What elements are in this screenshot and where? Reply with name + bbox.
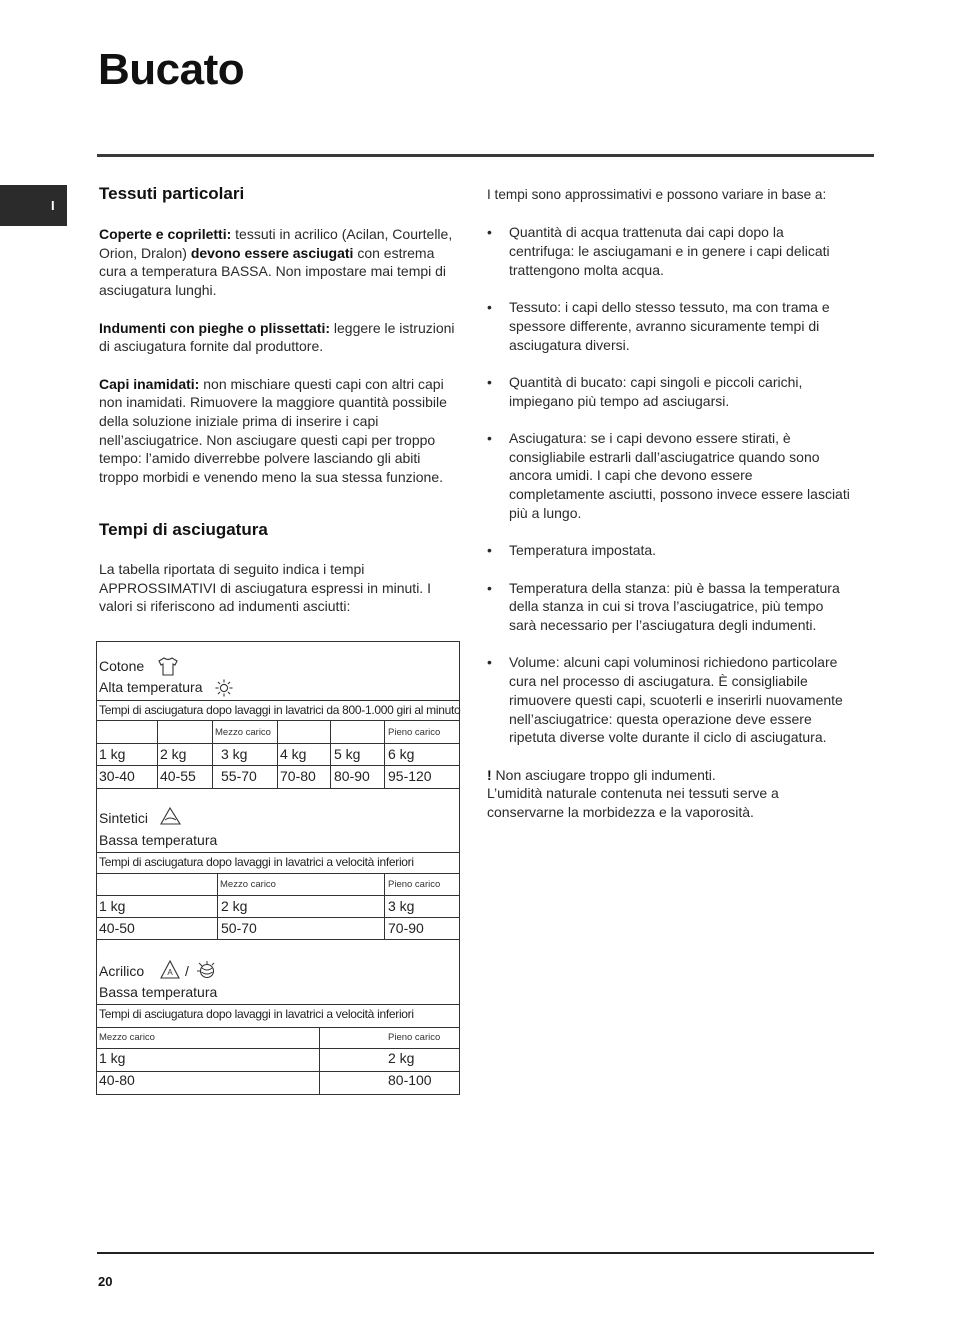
heading-special-fabrics: Tessuti particolari [99, 184, 245, 203]
sintetici-full-load: Pieno carico [388, 879, 441, 890]
factor-item [487, 579, 852, 635]
term-pleated: Indumenti con pieghe o plissettati: [99, 319, 331, 336]
factors-list [487, 223, 852, 747]
factor-item [487, 541, 852, 560]
factor-text: Quantità di bucato: capi singoli e piccoli carichi, impiegano più tempo ad asciugarsi. [509, 373, 803, 409]
left-column [99, 184, 461, 616]
wool-ball-icon [196, 960, 217, 981]
cotone-time-2: 40-55 [160, 768, 196, 784]
cotone-time-5: 80-90 [334, 768, 370, 784]
factor-text: Quantità di acqua trattenuta dai capi dopo la centrifuga: le asciugamani e in genere i capi delicati trattengono molta acqua. [509, 224, 830, 278]
paragraph-table-intro: La tabella riportata di seguito indica i tempi APPROSSIMATIVI di asciugatura espressi in minuti. I valori si riferiscono ad indumenti asciutti: [99, 560, 431, 615]
warning-text-b: L’umidità naturale contenuta nei tessuti serve a conservarne la morbidezza e la vaporosità. [487, 785, 779, 821]
acrilico-slash: / [185, 963, 189, 979]
cotone-time-3: 55-70 [221, 768, 257, 784]
emphasis-dry-careful: devono essere asciugati [190, 244, 354, 261]
bullet-dot: • [487, 542, 492, 559]
acrilico-time-2: 80-100 [388, 1072, 432, 1088]
cotone-load-2: 2 kg [160, 746, 187, 762]
sintetici-time-3: 70-90 [388, 920, 424, 936]
cotone-condition: Tempi di asciugatura dopo lavaggi in lavatrici da 800-1.000 giri al minuto [99, 703, 461, 717]
sintetici-condition: Tempi di asciugatura dopo lavaggi in lavatrici a velocità inferiori [99, 855, 414, 869]
text-pleated: leggere le istruzioni di asciugatura fornite dal produttore. [99, 319, 455, 355]
sintetici-temp: Bassa temperatura [99, 832, 218, 848]
sintetici-load-3: 3 kg [388, 898, 415, 914]
cotone-temp: Alta temperatura [99, 679, 203, 695]
footer-rule [97, 1252, 874, 1254]
sintetici-label: Sintetici [99, 810, 149, 826]
cotone-load-4: 4 kg [280, 746, 307, 762]
paragraph-starched [99, 375, 461, 487]
acrylic-symbol-icon [159, 960, 181, 980]
factor-item [487, 373, 852, 410]
sintetici-half-load: Mezzo carico [220, 879, 276, 890]
term-blankets: Coperte e copriletti: [99, 226, 232, 242]
cotone-load-6: 6 kg [388, 746, 415, 762]
sintetici-load-1: 1 kg [99, 898, 126, 914]
factor-text: Asciugatura: se i capi devono essere stirati, è consigliabile estrarli dall’asciugatrice quando sono ancora umidi. I capi che devono essere completamente asciutti, possono invece essere lasciati più a lungo. [509, 430, 850, 521]
text-starched: non mischiare questi capi con altri capi non inamidati. Rimuovere la maggiore quantità possibile della soluzione iniziale prima di inserire i capi nell’asciugatrice. Non asciugare questi capi per troppo tempo: l’amido diverrebbe polvere lasciando gli abiti troppo morbidi e venendo meno la sua stessa funzione. [99, 375, 447, 486]
paragraph-blankets [99, 225, 461, 300]
paragraph-pleated [99, 319, 461, 356]
acrilico-full-load: Pieno carico [388, 1032, 441, 1043]
bullet-dot: • [487, 430, 492, 447]
sintetici-load-2: 2 kg [221, 898, 248, 914]
right-column [487, 186, 852, 822]
factor-text: Tessuto: i capi dello stesso tessuto, ma con trama e spessore differente, avranno sicuramente tempi di asciugatura diversi. [509, 299, 830, 353]
factor-item [487, 653, 852, 747]
sintetici-time-2: 50-70 [221, 920, 257, 936]
bullet-dot: • [487, 299, 492, 316]
header-rule [97, 154, 874, 157]
bullet-dot: • [487, 224, 492, 241]
acrilico-load-1: 1 kg [99, 1050, 126, 1066]
acrilico-condition: Tempi di asciugatura dopo lavaggi in lavatrici a velocità inferiori [99, 1007, 414, 1021]
cotone-half-load: Mezzo carico [215, 727, 271, 738]
cotone-label: Cotone [99, 658, 145, 674]
drying-times-table [96, 641, 460, 1095]
factor-item [487, 223, 852, 279]
svg-text:A: A [167, 968, 173, 977]
factor-text: Temperatura impostata. [509, 542, 657, 559]
factor-text: Temperatura della stanza: più è bassa la temperatura della stanza in cui si trova l’asciugatrice, più tempo sarà necessario per l’asciugatura degli indumenti. [509, 579, 840, 634]
cotone-full-load: Pieno carico [388, 727, 441, 738]
page-number: 20 [98, 1274, 113, 1289]
bullet-dot: • [487, 654, 492, 671]
acrilico-half-load: Mezzo carico [99, 1032, 155, 1043]
factor-text: Volume: alcuni capi voluminosi richiedono particolare cura nel processo di asciugatura. È consigliabile rimuovere questi capi, scuoterli e inserirli nuovamente nell’asciugatrice: questa operazione deve essere ripetuta diverse volte durante il ciclo di asciugatura. [509, 654, 843, 746]
text-blankets-a: tessuti in acrilico (Acilan, Courtelle, Orion, Dralon) [99, 226, 453, 261]
cotone-load-1: 1 kg [99, 746, 126, 762]
heading-drying-times: Tempi di asciugatura [99, 519, 268, 539]
cotton-shirt-icon [158, 657, 178, 676]
factors-intro: I tempi sono approssimativi e possono variare in base a: [487, 187, 827, 202]
cotone-load-5: 5 kg [334, 746, 361, 762]
factor-item [487, 298, 852, 354]
high-temperature-sun-icon [215, 679, 233, 697]
cotone-time-6: 95-120 [388, 768, 432, 784]
sintetici-time-1: 40-50 [99, 920, 135, 936]
cotone-time-1: 30-40 [99, 768, 135, 784]
bullet-dot: • [487, 579, 492, 596]
acrilico-label: Acrilico [99, 963, 145, 979]
warning-paragraph [487, 766, 852, 822]
page-title: Bucato [98, 45, 245, 94]
term-starched: Capi inamidati: [99, 375, 200, 392]
synthetic-iron-icon [159, 807, 182, 826]
cotone-load-3: 3 kg [221, 746, 248, 762]
bullet-dot: • [487, 373, 492, 390]
factor-item [487, 429, 852, 523]
warning-text-a: Non asciugare troppo gli indumenti. [491, 766, 716, 783]
warning-mark: ! [487, 766, 492, 783]
language-tab: I [0, 185, 67, 226]
acrilico-load-2: 2 kg [388, 1050, 415, 1066]
acrilico-time-1: 40-80 [99, 1072, 135, 1088]
acrilico-temp: Bassa temperatura [99, 984, 218, 1000]
text-blankets-b: con estrema cura a temperatura BASSA. Non impostare mai tempi di asciugatura lunghi. [99, 244, 447, 299]
cotone-time-4: 70-80 [280, 768, 316, 784]
